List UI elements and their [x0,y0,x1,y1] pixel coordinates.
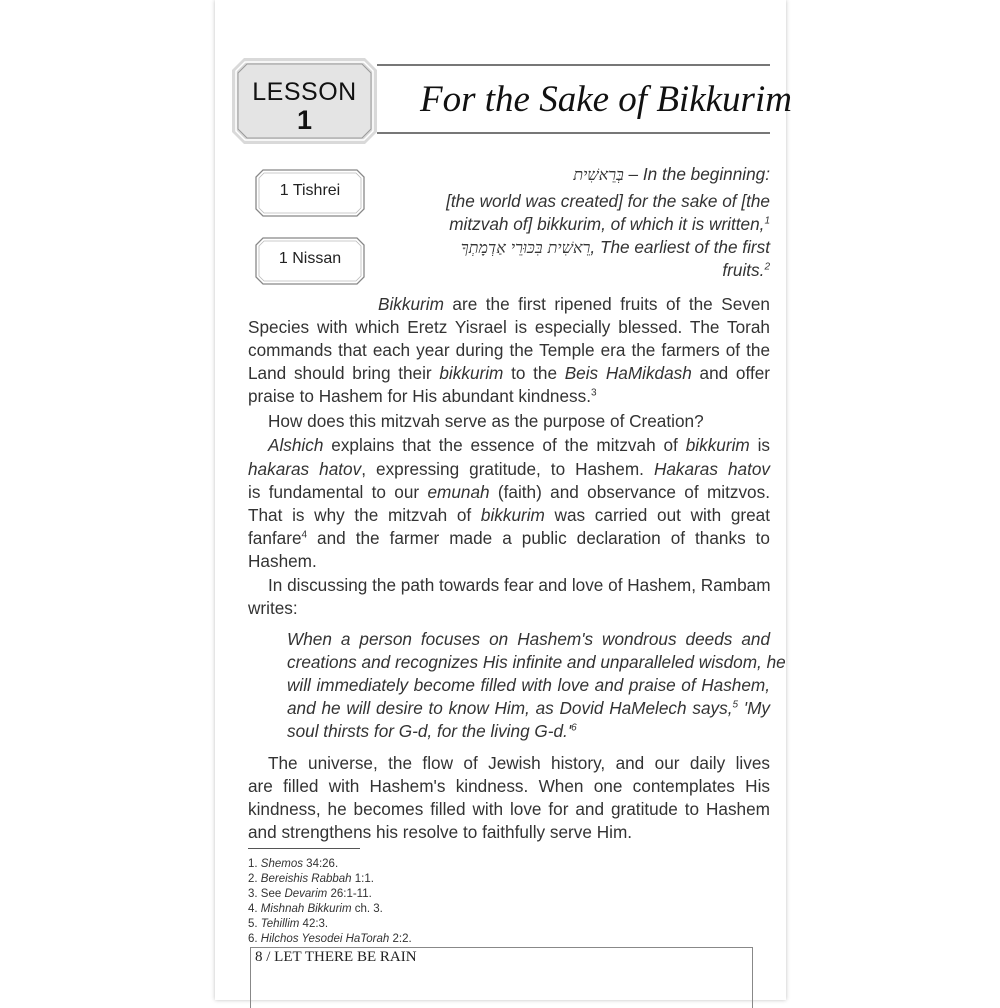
footnote [248,886,372,902]
term: hakaras hatov [248,459,362,479]
quote-line [287,697,770,721]
text: is [749,435,770,455]
header-top-rule [377,64,770,66]
fn-rest: ch. 3. [351,903,383,915]
term: emunah [427,482,490,502]
lesson-badge [232,58,377,144]
footnote [248,871,374,887]
fn-ref: Devarim [284,888,328,900]
intro-text: – In the beginning: [623,164,770,184]
intro-text: , The earliest of the first [590,237,770,257]
date-tag-nissan [255,237,365,285]
body-line [248,481,770,505]
fn-rest: 34:26. [302,858,339,870]
footnote-marker: 3 [590,387,597,399]
fn-num: 5. [248,918,261,930]
quote-line: When a person focuses on Hashem's wondrous deeds and [287,629,770,649]
body-line: commands that each year during the Temple era the farmers of the [248,340,770,360]
footnote [248,931,412,947]
fn-num: 1. [248,858,261,870]
fn-num: 4. [248,903,261,915]
intro-line [430,259,770,283]
fn-ref: Tehillim [260,918,300,930]
intro-line [430,213,770,237]
quote-line [287,720,770,744]
term: bikkurim [439,363,504,383]
footnote-marker: 4 [301,529,308,541]
body-line [248,458,770,482]
page-title: For the Sake of Bikkurim [420,79,792,120]
body-line: Hashem. [248,551,317,571]
body-line [268,434,770,458]
intro-line [430,236,770,260]
lesson-label: LESSON [252,78,357,106]
text: , expressing gratitude, to Hashem. [361,459,654,479]
quote-line: creations and recognizes His infinite and unparalleled wisdom, he [287,652,786,672]
date-tag-tishrei [255,169,365,217]
body-line [248,504,770,528]
hebrew-text: רֵאשִׁית בִּכּוּרֵי אַדְמָתְךָ [460,238,591,257]
fn-rest: 1:1. [351,873,374,885]
footnote [248,901,383,917]
text: soul thirsts for G-d, for the living G-d.' [287,721,572,741]
body-line [248,527,770,551]
fn-ref: Bereishis Rabbah [260,873,352,885]
text: was carried out with great [544,505,770,525]
text: (faith) and observance of mitzvos. [489,482,770,502]
footnote-marker: 6 [571,722,577,734]
fn-rest: 26:1-11. [327,888,372,900]
body-line [248,362,770,386]
footnote-marker: 5 [732,699,739,711]
term: Hakaras hatov [653,459,771,479]
intro-line [430,163,770,187]
fn-ref: Shemos [260,858,303,870]
body-line [378,293,770,317]
text: is fundamental to our [248,482,428,502]
fn-ref: Hilchos Yesodei HaTorah [260,933,390,945]
fn-num: 6. [248,933,261,945]
intro-text: mitzvah of] bikkurim, of which it is written, [449,214,765,234]
intro-text: fruits. [722,260,765,280]
body-line: writes: [248,598,298,618]
body-line: and strengthens his resolve to faithfully serve Him. [248,822,633,842]
term: bikkurim [685,435,750,455]
body-line: How does this mitzvah serve as the purpose of Creation? [268,411,704,431]
text: fanfare [248,528,302,548]
term: bikkurim [480,505,545,525]
fn-rest: 2:2. [389,933,412,945]
text: That is why the mitzvah of [248,505,481,525]
date-tag-label: 1 Tishrei [279,182,341,199]
fn-num: 2. [248,873,261,885]
body-line: The universe, the flow of Jewish history, and our daily lives [268,753,770,773]
header-bottom-rule [377,132,770,134]
text: to the [503,363,565,383]
text: explains that the essence of the mitzvah of [323,435,686,455]
term: Alshich [268,435,324,455]
text: and he will desire to know Him, as Dovid HaMelech says, [287,698,733,718]
date-tag-label: 1 Nissan [278,250,342,267]
body-line: In discussing the path towards fear and love of Hashem, Rambam [268,575,771,595]
body-line: Species with which Eretz Yisrael is especially blessed. The Torah [248,317,770,337]
quote-line: will immediately become filled with love and praise of Hashem, [287,675,770,695]
text: Land should bring their [248,363,440,383]
text: and the farmer made a public declaration of thanks to [307,528,770,548]
term: Bikkurim [378,294,444,314]
running-footer: 8 / LET THERE BE RAIN [255,949,417,965]
text: praise to Hashem for His abundant kindness. [248,386,591,406]
footnote [248,916,328,932]
term: Beis HaMikdash [564,363,692,383]
fn-rest: 42:3. [299,918,329,930]
body-line: are filled with Hashem's kindness. When one contemplates His [248,776,770,796]
footnote-marker: 1 [764,215,770,227]
lesson-number: 1 [296,105,313,135]
text: are the first ripened fruits of the Seven [443,294,770,314]
body-line [248,385,770,409]
text: 'My [738,698,770,718]
fn-num: 3. See [248,888,285,900]
hebrew-text: בְּרֵאשִׁית [573,165,624,184]
intro-line: [the world was created] for the sake of [the [446,191,770,211]
footnote-divider [248,848,360,849]
body-line: kindness, he becomes filled with love for and gratitude to Hashem [248,799,770,819]
text: and offer [691,363,771,383]
footnote [248,856,338,872]
fn-ref: Mishnah Bikkurim [260,903,352,915]
footnote-marker: 2 [764,261,770,273]
